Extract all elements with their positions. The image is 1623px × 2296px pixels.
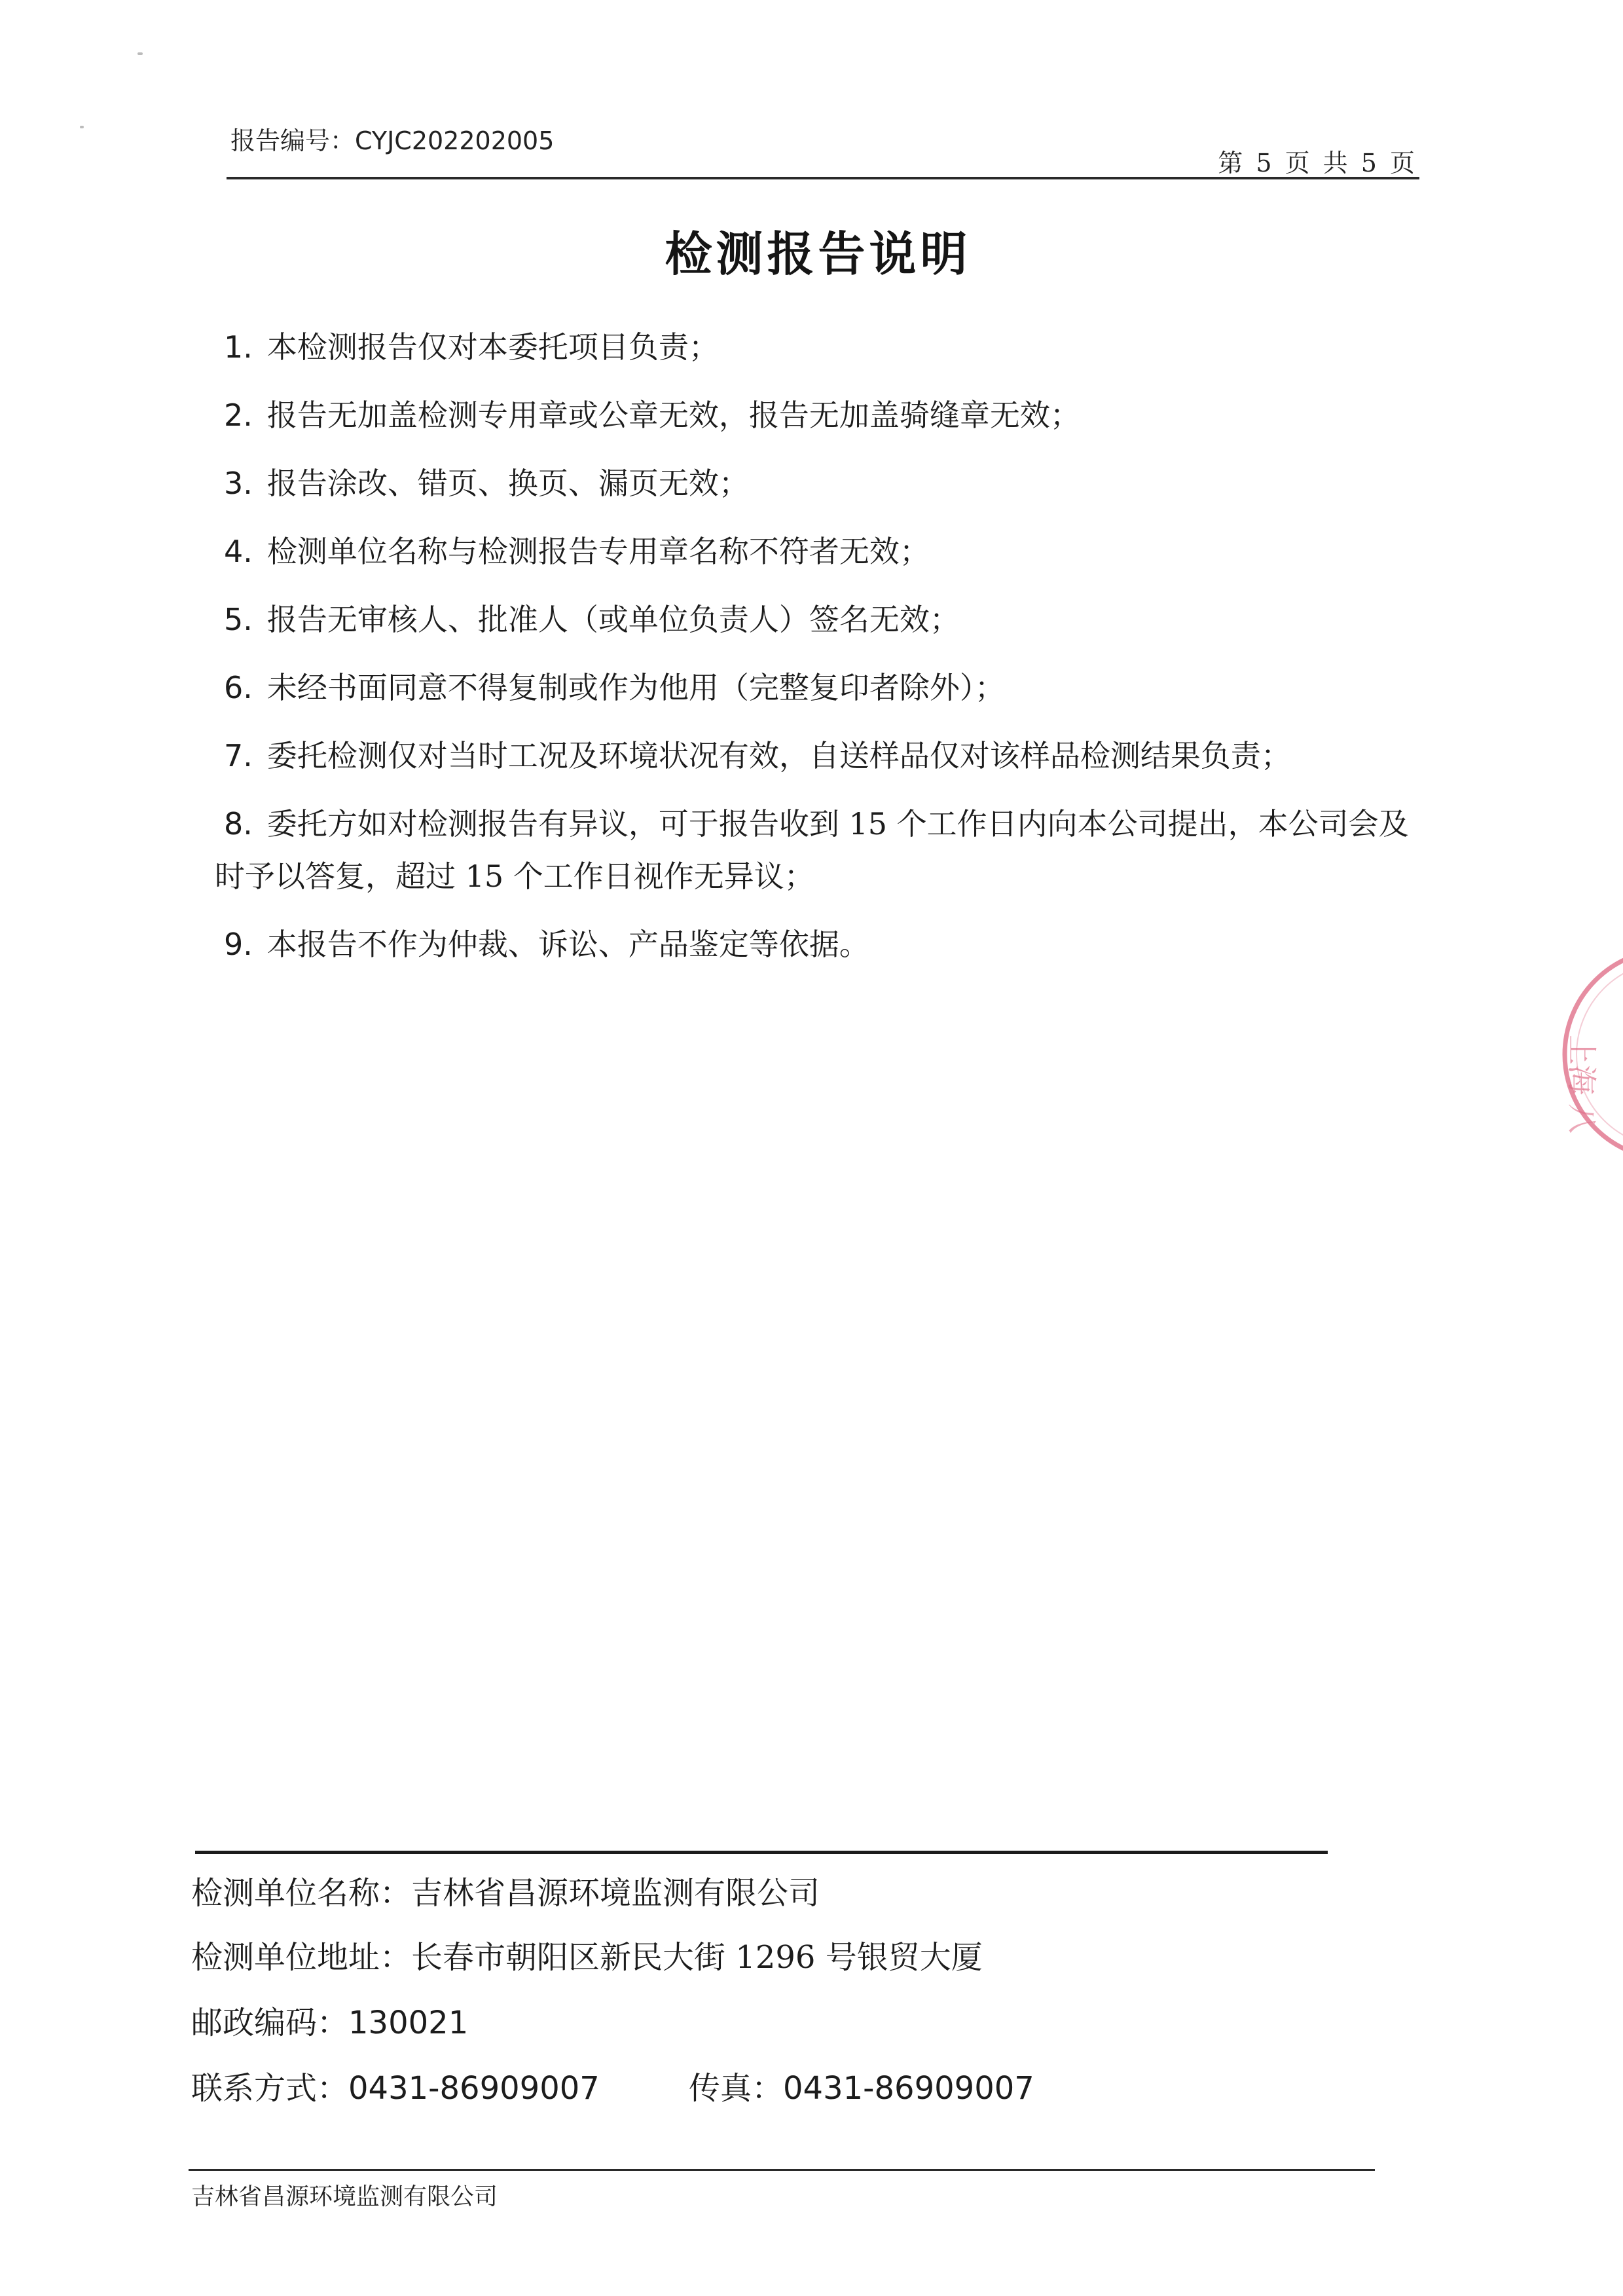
note-item: [215, 381, 1419, 449]
svg-text:八: 八: [1564, 1103, 1599, 1134]
contact-address: [191, 1932, 983, 1977]
company-label: 检测单位名称：: [191, 1875, 412, 1912]
address-value: 长春市朝阳区新民大街 1296 号银贸大厦: [411, 1939, 983, 1976]
phone-label: 联系方式：: [191, 2070, 349, 2107]
phone-value: 0431-86909007: [348, 2070, 600, 2107]
note-item: [215, 517, 1419, 585]
footer-company-name: 吉林省昌源环境监测有限公司: [191, 2183, 498, 2210]
note-text: 委托方如对检测报告有异议，可于报告收到 15 个工作日内向本公司提出，本公司会及时予以答复，超过 15 个工作日视作无异议；: [215, 806, 1409, 894]
address-label: 检测单位地址：: [191, 1939, 412, 1976]
fax-label: 传真：: [689, 2070, 784, 2107]
note-number: 6.: [224, 670, 253, 705]
note-text: 委托检测仅对当时工况及环境状况有效，自送样品仅对该样品检测结果负责；: [266, 738, 1291, 773]
contact-divider: [195, 1851, 1328, 1854]
postcode-value: 130021: [348, 2005, 469, 2041]
svg-text:上海: 上海: [1564, 1035, 1599, 1095]
note-text: 报告无审核人、批准人（或单位负责人）签名无效；: [266, 602, 960, 637]
footer-divider: [189, 2169, 1375, 2171]
note-number: 9.: [224, 927, 253, 962]
scan-speck: [137, 52, 143, 55]
note-text: 未经书面同意不得复制或作为他用（完整复印者除外）；: [266, 670, 1005, 705]
note-item: [215, 790, 1419, 910]
seal-stamp-fragment: [1532, 943, 1623, 1179]
note-item: [215, 449, 1419, 517]
note-item: [215, 585, 1419, 654]
note-number: 7.: [224, 738, 253, 773]
note-text: 本报告不作为仲裁、诉讼、产品鉴定等依据。: [266, 927, 869, 962]
page-indicator: 第 5 页 共 5 页: [1218, 149, 1417, 177]
fax-value: 0431-86909007: [783, 2070, 1034, 2107]
note-item: [215, 313, 1419, 381]
note-item: [215, 654, 1419, 722]
note-text: 报告无加盖检测专用章或公章无效，报告无加盖骑缝章无效；: [266, 398, 1080, 433]
page-title: 检测报告说明: [665, 227, 972, 282]
report-number: 报告编号：CYJC202202005: [230, 126, 555, 155]
note-number: 8.: [224, 806, 253, 842]
note-number: 3.: [224, 466, 253, 501]
note-number: 4.: [224, 534, 253, 569]
note-text: 检测单位名称与检测报告专用章名称不符者无效；: [266, 534, 930, 569]
contact-phone: [191, 2063, 600, 2108]
note-number: 5.: [224, 602, 253, 637]
header-divider: [227, 177, 1419, 179]
contact-company: [191, 1868, 820, 1913]
note-item: [215, 910, 1419, 978]
scan-speck: [80, 126, 84, 128]
company-value: 吉林省昌源环境监测有限公司: [411, 1875, 820, 1912]
note-text: 本检测报告仅对本委托项目负责；: [266, 329, 719, 365]
note-number: 2.: [224, 398, 253, 433]
note-item: [215, 722, 1419, 790]
contact-fax: [689, 2063, 1034, 2108]
note-text: 报告涂改、错页、换页、漏页无效；: [266, 466, 749, 501]
notes-list: [215, 313, 1419, 978]
postcode-label: 邮政编码：: [191, 2005, 349, 2041]
note-number: 1.: [224, 329, 253, 365]
contact-postcode: [191, 1997, 468, 2043]
